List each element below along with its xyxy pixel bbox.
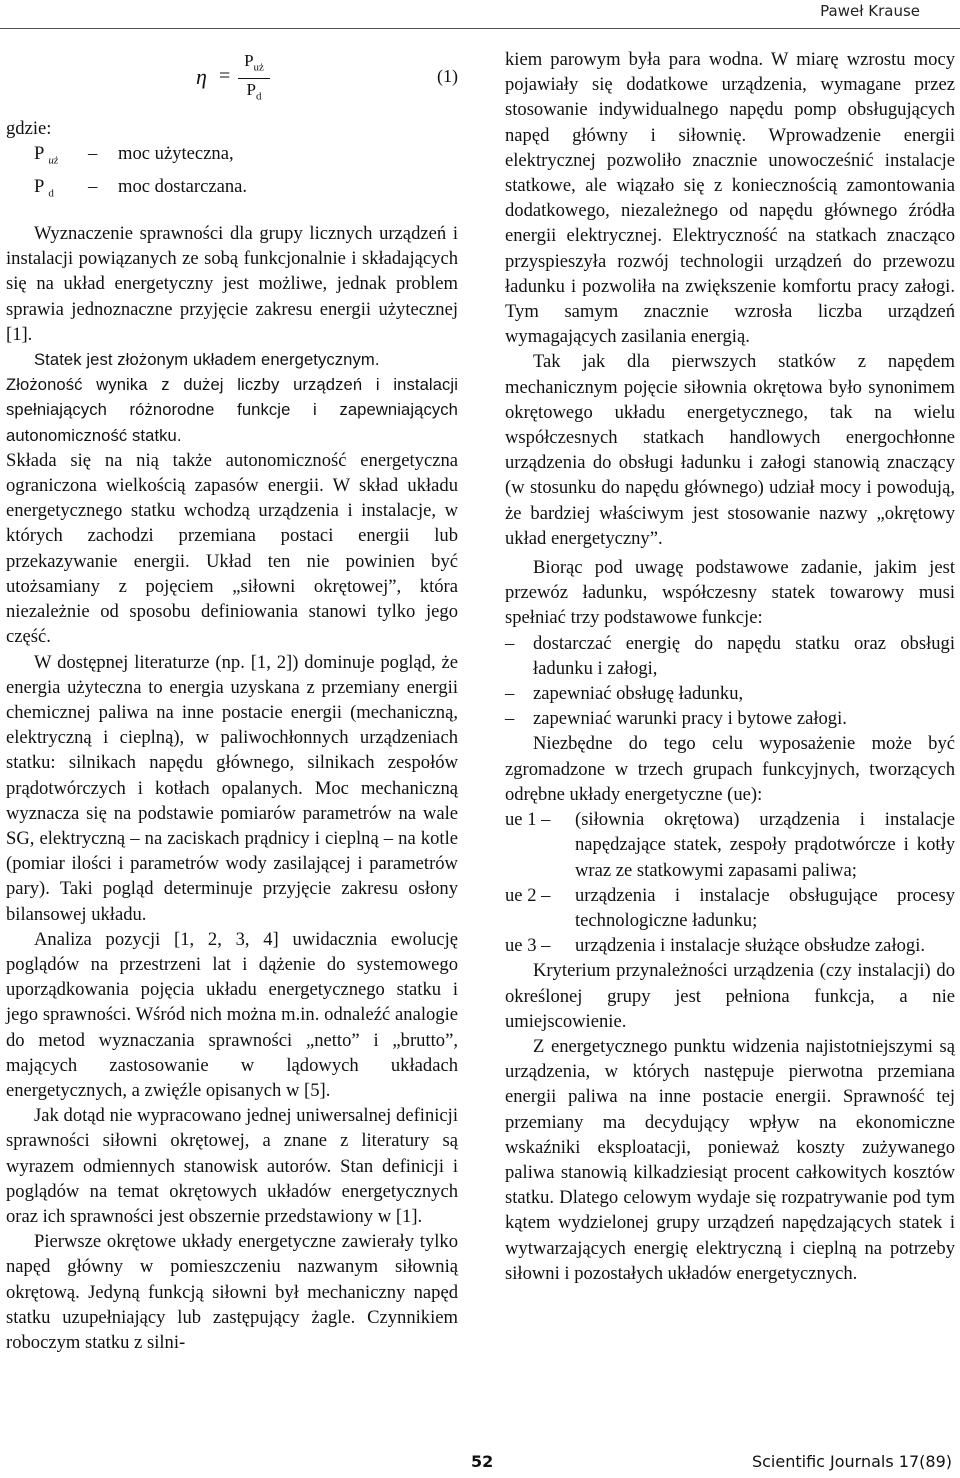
list-dash: – <box>505 683 515 705</box>
list-dash: – <box>505 708 515 730</box>
body-paragraph-sans: Statek jest złożonym układem energetycznym. <box>34 350 380 370</box>
list-item <box>505 681 955 706</box>
definition-row <box>6 141 458 174</box>
definition-row <box>6 174 458 207</box>
body-paragraph-sans: Złożoność wynika z dużej liczby urządzeń i instalacji spełniających różnorodne funkcje i zapewniających autonomiczność statku. <box>6 375 458 445</box>
body-paragraph-continued: kiem parowym była para wodna. W miarę wzrostu mocy pojawiały się dodatkowe urządzenia, wymagane przez stosowanie indywidualnego napędu pomp obsługujących napęd główny i siłownię. Wprowadzenie energii elektrycznej pozwoliło znacznie unowocześnić instalacje statkowe, ale wiązało się z koniecznością zamontowania dodatkowego, niezależnego od napędu głównego źródła energii elektrycznej. Elektryczność na statkach znacząco przyspieszyła rozwój technologii urządzeń do przewozu ładunku i pozwoliła na zwiększenie komfortu pracy załogi. Tym samym znacznie wzrosła liczba urządzeń wymagających zasilania energią. <box>505 49 955 348</box>
body-paragraph: Pierwsze okrętowe układy energetyczne zawierały tylko napęd główny w pomieszczeniu nazwanym siłownią okrętową. Jedyną funkcją siłowni był mechaniczny napęd statku uzupełniający lub zastępujący żagle. Czynnikiem roboczym statku z silni- <box>6 1231 458 1353</box>
journal-name: Scientific Journals 17(89) <box>751 1452 952 1471</box>
denominator-subscript: d <box>255 90 262 103</box>
ue-text: urządzenia i instalacje służące obsłudze załogi. <box>575 935 926 957</box>
body-paragraph: Wyznaczenie sprawności dla grupy licznych urządzeń i instalacji powiązanych ze sobą funkcjonalnie i składających się na układ energetyczny jest możliwe, jednak problem sprawia jednoznaczne przyjęcie zakresu energii użytecznej [1]. <box>6 223 458 345</box>
definition-text: moc dostarczana. <box>118 176 248 198</box>
definition-text: moc użyteczna, <box>118 143 234 165</box>
body-paragraph: Jak dotąd nie wypracowano jednej uniwersalnej definicji sprawności siłowni okrętowej, a znane z literatury są wyrazem odmiennych stanowisk autorów. Stan definicji i poglądów na temat okrętowych układów energetycznych oraz ich sprawności jest obszernie przedstawiony w [1]. <box>6 1105 458 1227</box>
list-item-text: dostarczać energię do napędu statku oraz obsługi ładunku i załogi, <box>533 632 955 679</box>
body-paragraph: Niezbędne do tego celu wyposażenie może być zgromadzone w trzech grupach funkcyjnych, tworzących odrębne układy energetyczne (ue): <box>505 733 955 805</box>
fraction-numerator <box>238 50 270 79</box>
fraction-denominator <box>238 79 270 107</box>
list-item-text: zapewniać obsługę ładunku, <box>533 683 744 705</box>
ue-item <box>505 807 955 883</box>
body-paragraph: W dostępnej literaturze (np. [1, 2]) dominuje pogląd, że energia użyteczna to energia uzyskana z przemiany energii chemicznej paliwa na inne postacie energii (mechaniczną, elektryczną i cieplną), w paliwochłonnych urządzeniach statku: silnikach napędu głównego, silnikach zespołów prądotwórczych i kotłach opalanych. Moc mechaniczną wyznacza się na podstawie pomiarów parametrów na wale SG, elektryczną – na zaciskach prądnicy i cieplną – na kotle (pomiar ilości i parametrów wody zasilającej i parametrów pary). Taki pogląd determinuje przyjęcie zakresu osłony bilansowej układu. <box>6 651 458 925</box>
numerator-symbol: P <box>244 51 254 70</box>
ue-text: urządzenia i instalacje obsługujące procesy technologiczne ładunku; <box>575 884 955 931</box>
ue-item <box>505 933 955 958</box>
ue-code: ue 1 – <box>505 809 551 831</box>
numerator-subscript: uż <box>253 61 264 74</box>
list-item <box>505 631 955 681</box>
body-paragraph: Tak jak dla pierwszych statków z napędem mechanicznym pojęcie siłownia okrętowa było synonimem okrętowego układu energetycznego, tak na wielu współczesnych statkach handlowych energochłonne urządzenia do obsługi ładunku i załogi stanowią znaczący (w stosunku do napędu głównego) udział mocy i powodują, że bardziej właściwym jest stosowanie nazwy „okrętowy układ energetyczny”. <box>505 351 955 549</box>
definition-dash: – <box>88 143 98 165</box>
definitions-label: gdzie: <box>6 118 52 139</box>
ue-text: (siłownia okrętowa) urządzenia i instalacje napędzające statek, zespoły prądotwórcze i kotły wraz ze statkowymi zapasami paliwa; <box>575 809 955 881</box>
body-paragraph: Analiza pozycji [1, 2, 3, 4] uwidacznia ewolucję poglądów na przestrzeni lat i dążenie do systemowego uporządkowania pojęcia układu energetycznego statku i jego sprawności. Wśród nich można m.in. odnaleźć analogie do metod wyznaczania sprawności „netto” i „brutto”, mających zastosowanie w lądowych układach energetycznych, a zwięźle opisanych w [5]. <box>6 928 458 1101</box>
equation-number: (1) <box>437 66 458 86</box>
definition-symbol <box>6 141 88 174</box>
definition-symbol <box>6 174 88 207</box>
equals-sign: = <box>219 65 231 87</box>
ue-code: ue 3 – <box>505 935 551 957</box>
right-column <box>505 47 955 1286</box>
symbol-subscript: d <box>48 187 54 200</box>
page-footer <box>0 1452 960 1476</box>
eta-symbol: η <box>196 64 207 89</box>
symbol-letter: P <box>34 176 44 198</box>
functions-list <box>505 631 955 732</box>
ue-item <box>505 883 955 933</box>
list-dash: – <box>505 632 515 654</box>
running-header-author: Paweł Krause <box>820 2 920 20</box>
header-rule <box>0 28 960 29</box>
list-item <box>505 706 955 731</box>
equation-1 <box>6 52 458 102</box>
symbol-definitions <box>6 116 458 207</box>
denominator-symbol: P <box>246 80 256 100</box>
symbol-subscript: uż <box>48 154 59 167</box>
list-item-text: zapewniać warunki pracy i bytowe załogi. <box>533 708 847 730</box>
definition-dash: – <box>88 176 98 198</box>
body-paragraph-continued: Składa się na nią także autonomiczność energetyczna ograniczona wielkością zapasów energii. W skład układu energetycznego statku wchodzą urządzenia i instalacje, w których zachodzi przemiana postaci energii lub przekazywanie energii. Układ ten nie powinien być utożsamiany z pojęciem „siłowni okrętowej”, która niezależnie od sposobu definiowania stanowi tylko jego część. <box>6 449 458 648</box>
body-paragraph: Biorąc pod uwagę podstawowe zadanie, jakim jest przewóz ładunku, współczesny statek towarowy musi spełniać trzy podstawowe funkcje: <box>505 557 955 629</box>
body-paragraph: Z energetycznego punktu widzenia najistotniejszymi są urządzenia, w których następuje pierwotna przemiana energii paliwa na inne postacie energii. Sprawność tej przemiany ma decydujący wpływ na ekonomiczne wskaźniki eksploatacji, ponieważ koszty zużywanego paliwa stanowią kilkadziesiąt procent całkowitych kosztów statku. Dlatego celowym wydaje się rozpatrywanie pod tym kątem wydzielonej grupy urządzeń napędzających statek i wytwarzających energię elektryczną i cieplną na potrzeby siłowni i pozostałych układów energetycznych. <box>505 1035 955 1284</box>
page-number: 52 <box>471 1452 494 1471</box>
body-paragraph: Kryterium przynależności urządzenia (czy instalacji) do określonej grupy jest pełniona funkcja, a nie umiejscowienie. <box>505 960 955 1032</box>
efficiency-fraction <box>238 50 270 108</box>
ue-code: ue 2 – <box>505 884 551 906</box>
symbol-letter: P <box>34 143 44 165</box>
left-column <box>6 52 458 1355</box>
